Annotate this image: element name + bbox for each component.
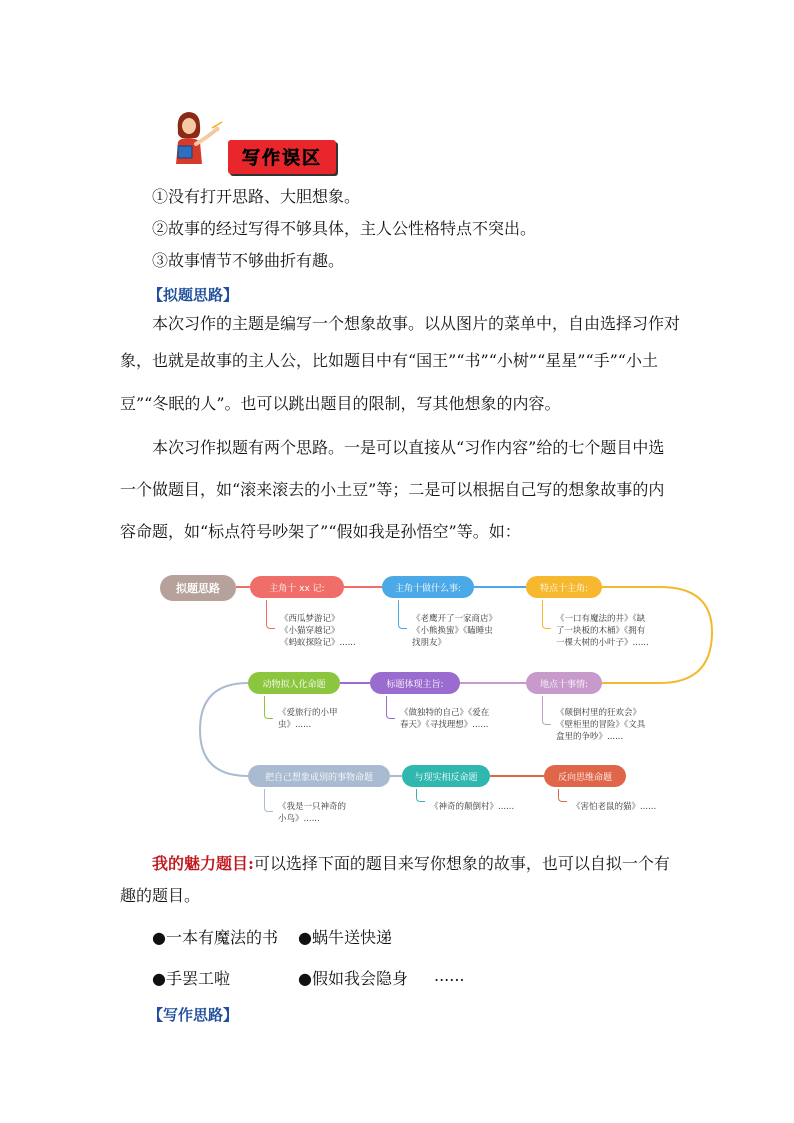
title-option-invisible: ●假如我会隐身 <box>298 969 408 988</box>
bracket-8 <box>558 789 567 802</box>
bracket-0 <box>266 600 275 629</box>
mistake-1: ①没有打开思路、大胆想象。 <box>152 187 361 206</box>
leaf-group-3 <box>278 707 338 731</box>
leaf-item: 《小熊换蜜》《瞌睡虫 <box>412 626 493 636</box>
leaf-item: 《蚂蚁探险记》...... <box>280 638 356 648</box>
leaf-item: 《我是一只神奇的 <box>278 802 347 812</box>
leaf-item: 《神奇的颠倒村》...... <box>430 802 515 812</box>
leaf-group-1 <box>412 613 497 649</box>
leaf-item: 《小猫穿越记》 <box>280 626 340 636</box>
bracket-5 <box>542 696 551 725</box>
bracket-4 <box>386 696 395 719</box>
node-protagonist-journey: 主角十 xx 记: <box>250 576 344 598</box>
writing-ideas-heading: 【写作思路】 <box>148 1006 239 1024</box>
leaf-item: 虫》...... <box>278 720 312 730</box>
leaf-item: 《颠倒村里的狂欢会》 <box>556 708 642 718</box>
bracket-1 <box>398 600 407 629</box>
title-ideas-heading: 【拟题思路】 <box>148 286 239 304</box>
leaf-item: 小鸟》...... <box>278 814 320 824</box>
leaf-group-0 <box>280 613 356 649</box>
banner-title: 写作误区 <box>242 148 322 169</box>
bracket-6 <box>264 789 273 812</box>
leaf-group-8 <box>572 801 656 813</box>
paragraph1-line1: 本次习作的主题是编写一个想象故事。以从图片的菜单中，自由选择习作对 <box>152 314 681 333</box>
bracket-7 <box>416 789 425 802</box>
paragraph2-line1: 本次习作拟题有两个思路。一是可以直接从“习作内容”给的七个题目中选 <box>152 438 665 457</box>
leaf-item: 春天》《寻找理想》...... <box>400 720 489 730</box>
leaf-group-5 <box>556 707 645 743</box>
charm-titles-line2: 趣的题目。 <box>120 886 201 905</box>
leaf-item: 了一块板的木桶》《拥有 <box>556 626 646 636</box>
paragraph1-line3: 豆”“冬眠的人”。也可以跳出题目的限制，写其他想象的内容。 <box>120 394 561 413</box>
paragraph2-line3: 容命题，如“标点符号吵架了”“假如我是孙悟空”等。如： <box>120 522 521 541</box>
leaf-item: 《一口有魔法的井》《缺 <box>556 614 646 624</box>
leaf-item: 《西瓜梦游记》 <box>280 614 340 624</box>
node-opposite-reality: 与现实相反命题 <box>402 765 490 787</box>
leaf-item: 盒里的争吵》...... <box>556 732 624 742</box>
node-title-theme: 标题体现主旨: <box>370 672 460 694</box>
node-animal-personification: 动物拟人化命题 <box>248 672 340 694</box>
node-place-event: 地点十事情: <box>526 672 602 694</box>
title-option-hands-strike: ●手罢工啦 <box>152 969 230 988</box>
node-imagine-self: 把自己想象成别的事物命题 <box>248 765 390 787</box>
leaf-group-4 <box>400 707 489 731</box>
mind-map-root: 拟题思路 <box>160 575 236 601</box>
title-option-magic-book: ●一本有魔法的书 <box>152 928 278 947</box>
charm-titles-line1 <box>152 853 670 875</box>
leaf-item: 《爱旅行的小甲 <box>278 708 338 718</box>
leaf-item: 《壁柜里的冒险》《文具 <box>556 720 646 730</box>
title-option-snail-delivery: ●蜗牛送快递 <box>298 928 392 947</box>
node-trait-protagonist: 特点十主角: <box>526 576 602 598</box>
paragraph1-line2: 象，也就是故事的主人公，比如题目中有“国王”“书”“小树”“星星”“手”“小土 <box>120 351 658 370</box>
mistake-3: ③故事情节不够曲折有趣。 <box>152 251 345 270</box>
leaf-item: 《老鹰开了一家商店》 <box>412 614 498 624</box>
node-protagonist-action: 主角十做什么事: <box>382 576 474 598</box>
leaf-group-6 <box>278 801 346 825</box>
leaf-item: 找朋友》 <box>412 638 447 648</box>
leaf-item: 《害怕老鼠的猫》...... <box>572 802 657 812</box>
paragraph2-line2: 一个做题目，如“滚来滚去的小土豆”等；二是可以根据自己写的想象故事的内 <box>120 480 665 499</box>
title-option-ellipsis: ...... <box>434 966 465 985</box>
leaf-group-7 <box>430 801 514 813</box>
charm-titles-label: 我的魅力题目: <box>152 854 254 873</box>
charm-titles-text: 可以选择下面的题目来写你想象的故事，也可以自拟一个有 <box>253 854 670 873</box>
leaf-group-2 <box>556 613 649 649</box>
leaf-item: 一棵大树的小叶子》...... <box>556 638 649 648</box>
mistake-2: ②故事的经过写得不够具体，主人公性格特点不突出。 <box>152 219 537 238</box>
leaf-item: 《做独特的自己》《爱在 <box>400 708 490 718</box>
bracket-2 <box>542 600 551 629</box>
bracket-3 <box>264 696 273 719</box>
node-reverse-thinking: 反向思维命题 <box>544 765 626 787</box>
